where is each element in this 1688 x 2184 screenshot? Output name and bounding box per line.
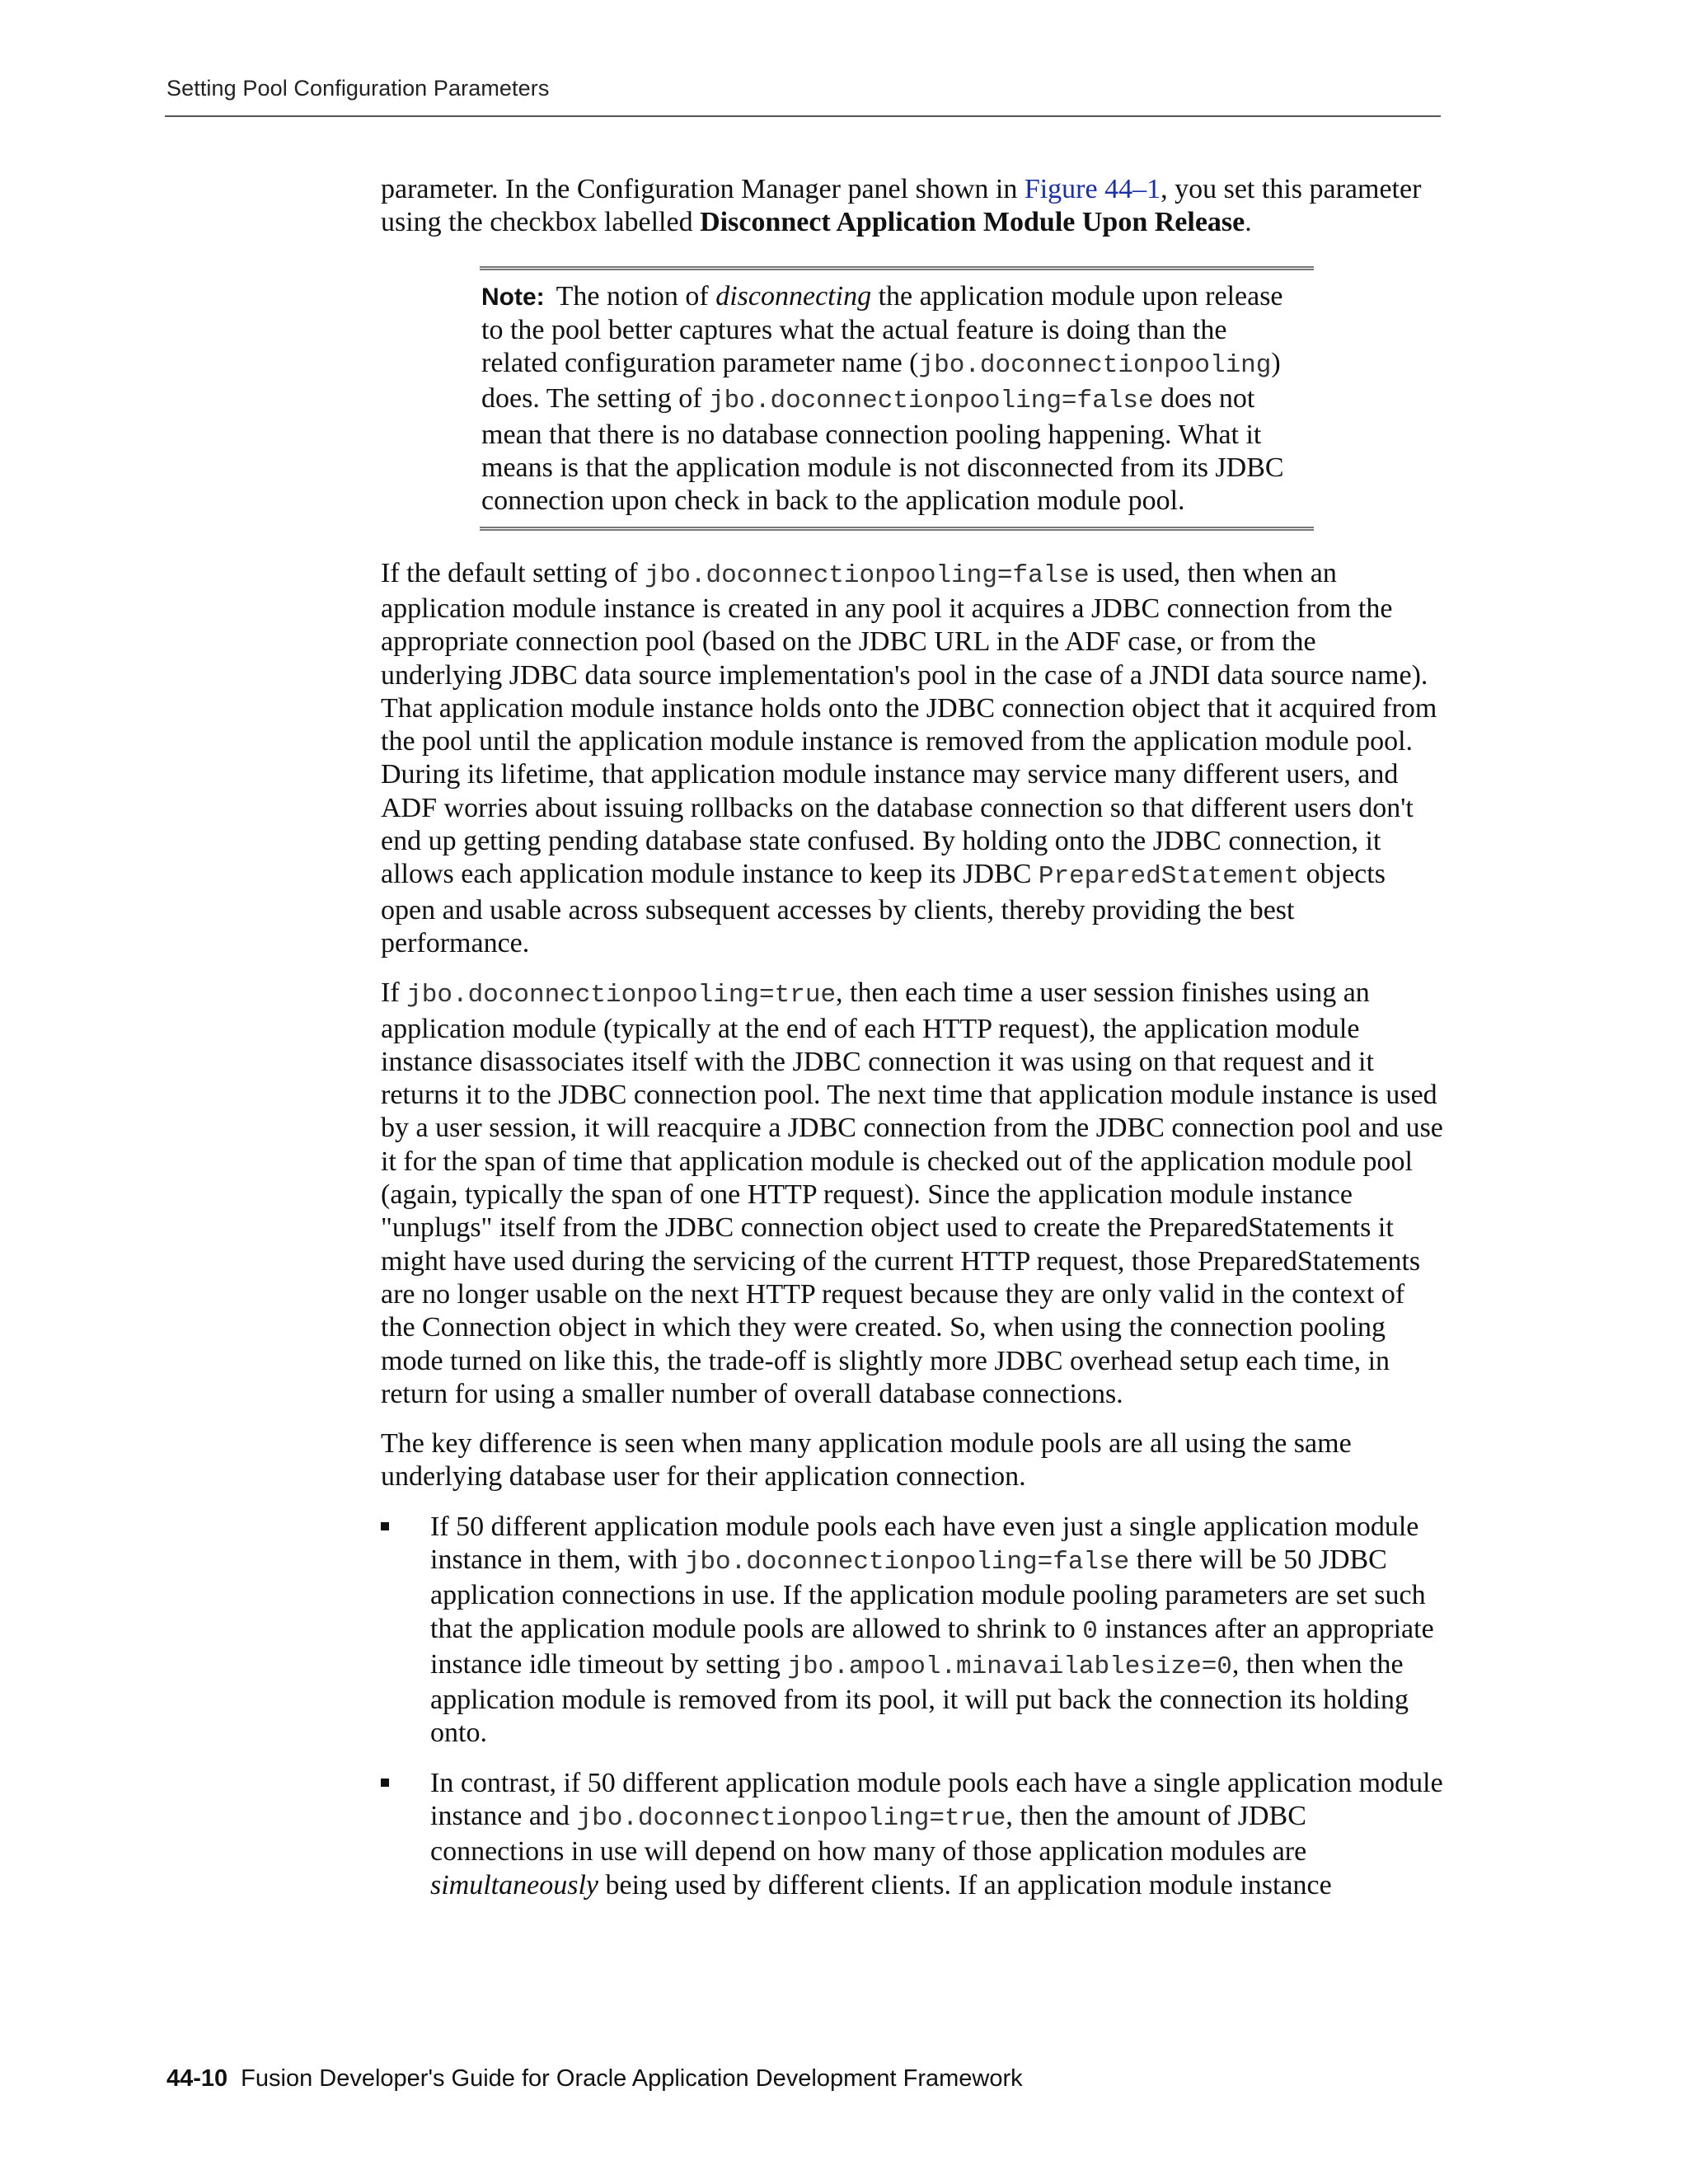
note-text xyxy=(481,280,1306,518)
para1-text-1: If the default setting of xyxy=(381,557,645,588)
note-text-2: the application module upon release to the pool better captures what the actual feature is doing than the related configuration parameter name ( xyxy=(481,280,1283,379)
bullet2-text-2: , then the amount of JDBC connections in use will depend on how many of those application modules are xyxy=(430,1801,1307,1868)
bullet-marker xyxy=(381,1522,389,1530)
paragraph-key-difference: The key difference is seen when many application module pools are all using the same underlying database user for their application connection. xyxy=(381,1428,1352,1493)
para2-text-1: If xyxy=(381,977,407,1009)
bullet1-code-1: jbo.doconnectionpooling=false xyxy=(684,1547,1130,1577)
bullet1-text-3: instances after an appropriate instance idle timeout by setting xyxy=(430,1613,1434,1680)
bullet1-code-2: 0 xyxy=(1082,1616,1098,1646)
checkbox-label-reference: Disconnect Application Module Upon Release xyxy=(700,207,1245,238)
paragraph-pooling-true xyxy=(381,977,1444,1411)
page-body xyxy=(381,173,1444,1919)
para1-code-1: jbo.doconnectionpooling=false xyxy=(645,560,1090,590)
page-number: 44-10 xyxy=(166,2065,228,2092)
book-title: Fusion Developer's Guide for Oracle Application Development Framework xyxy=(241,2065,1023,2092)
para1-code-2: PreparedStatement xyxy=(1038,862,1300,892)
note-code-2: jbo.doconnectionpooling=false xyxy=(709,387,1154,416)
bullet1-code-3: jbo.ampool.minavailablesize=0 xyxy=(787,1652,1232,1681)
note-text-3: ) does. The setting of xyxy=(481,348,1281,415)
figure-link[interactable]: Figure 44–1 xyxy=(1024,174,1161,204)
intro-text-3: . xyxy=(1245,207,1252,238)
paragraph-default-setting xyxy=(381,557,1444,961)
running-header: Setting Pool Configuration Parameters xyxy=(166,76,550,101)
bullet1-text-2: there will be 50 JDBC application connections in use. If the application module pooling parameters are set such that the application module pools are allowed to shrink to xyxy=(430,1544,1426,1644)
note-label: Note: xyxy=(481,283,545,311)
intro-paragraph xyxy=(381,173,1444,240)
header-rule xyxy=(165,115,1441,117)
bullet-list xyxy=(381,1511,1444,1902)
para1-text-3: objects open and usable across subsequent accesses by clients, thereby providing the best performance. xyxy=(381,859,1386,958)
list-item xyxy=(381,1767,1444,1902)
list-item xyxy=(381,1511,1444,1750)
intro-text-2: , you set this parameter using the checkbox labelled xyxy=(381,174,1422,238)
bullet1-text-1: If 50 different application module pools each have even just a single application module instance in them, with xyxy=(430,1511,1419,1575)
para2-code-1: jbo.doconnectionpooling=true xyxy=(406,981,837,1010)
bullet2-text-1: In contrast, if 50 different application module pools each have a single application module instance and xyxy=(430,1767,1443,1832)
note-emphasis: disconnecting xyxy=(715,280,872,312)
bullet-marker xyxy=(381,1779,389,1787)
intro-text-1: parameter. In the Configuration Manager panel shown in xyxy=(381,174,1025,204)
bullet2-emphasis: simultaneously xyxy=(430,1869,598,1900)
running-footer xyxy=(166,2065,1023,2093)
bullet2-code-1: jbo.doconnectionpooling=true xyxy=(576,1804,1006,1834)
note-text-1: The notion of xyxy=(556,280,716,312)
para1-text-2: is used, then when an application module instance is created in any pool it acquires a JDBC connection from the appropriate connection pool (based on the JDBC URL in the ADF case, or from the underlying JDBC data source implementation's pool in the case of a JNDI data source name). That application module instance holds onto the JDBC connection object that it acquired from the pool until the application module instance is removed from the application module pool. During its lifetime, that application module instance may service many different users, and ADF worries about issuing rollbacks on the database connection so that different users don't end up getting pending database state confused. By holding onto the JDBC connection, it allows each application module instance to keep its JDBC xyxy=(381,557,1437,890)
note-box xyxy=(480,266,1314,531)
note-text-4: does not mean that there is no database connection pooling happening. What it means is that the application module is not disconnected from its JDBC connection upon check in back to the application module pool. xyxy=(481,383,1284,517)
bullet1-text-4: , then when the application module is removed from its pool, it will put back the connection its holding onto. xyxy=(430,1648,1409,1749)
para2-text-2: , then each time a user session finishes using an application module (typically at the end of each HTTP request), the application module instance disassociates itself with the JDBC connection it was using on that request and it returns it to the JDBC connection pool. The next time that application module instance is used by a user session, it will reacquire a JDBC connection from the JDBC connection pool and use it for the span of time that application module is checked out of the application module pool (again, typically the span of one HTTP request). Since the application module instance "unplugs" itself from the JDBC connection object used to create the PreparedStatements it might have used during the servicing of the current HTTP request, those PreparedStatements are no longer usable on the next HTTP request because they are only valid in the context of the Connection object in which they were created. So, when using the connection pooling mode turned on like this, the trade-off is slightly more JDBC overhead setup each time, in return for using a smaller number of overall database connections. xyxy=(381,977,1443,1409)
note-code-1: jbo.doconnectionpooling xyxy=(918,351,1272,381)
bullet2-text-3: being used by different clients. If an application module instance xyxy=(598,1869,1332,1900)
